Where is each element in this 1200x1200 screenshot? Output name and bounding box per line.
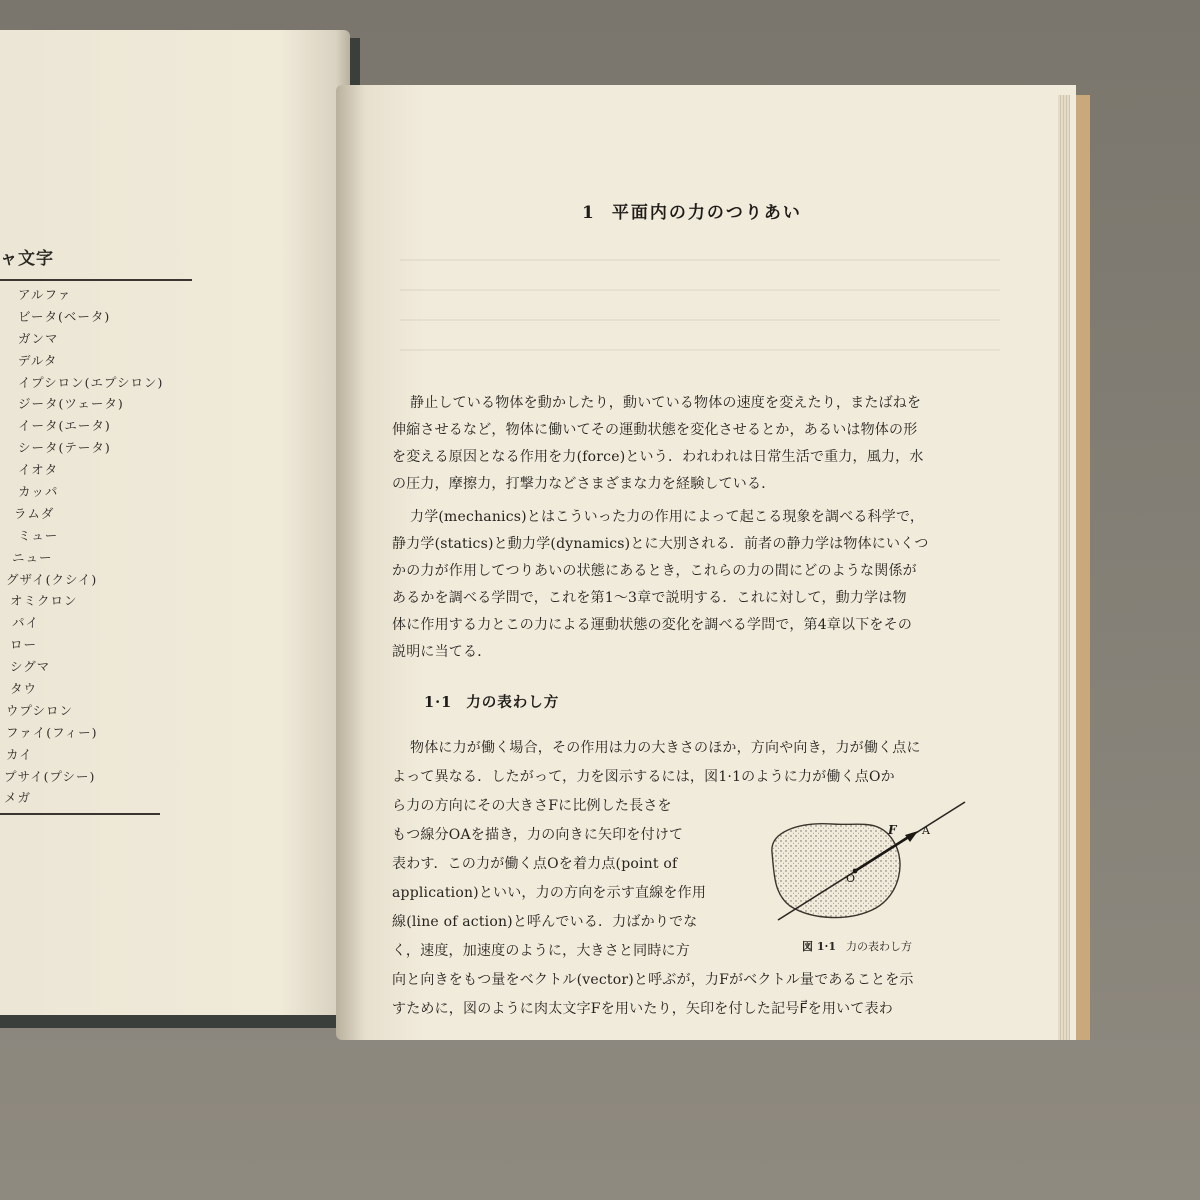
section-title: 力の表わし方 bbox=[466, 694, 560, 711]
intro-line: 力学(mechanics)とはこういった力の作用によって起こる現象を調べる科学で， bbox=[410, 509, 925, 525]
intro-line: 静力学(statics)と動力学(dynamics)とに大別される．前者の静力学は物体にいくつ bbox=[392, 536, 929, 552]
list-item: オミクロン bbox=[10, 593, 78, 609]
list-item: イオタ bbox=[18, 462, 59, 478]
list-item: タウ bbox=[10, 681, 38, 697]
greek-table-heading: ャ文字 bbox=[0, 249, 54, 269]
list-item: ビータ(ベータ) bbox=[18, 308, 111, 324]
arrowhead-icon bbox=[905, 831, 918, 842]
greek-letter-list bbox=[0, 284, 163, 809]
list-item: グザイ(クシイ) bbox=[6, 571, 98, 587]
intro-line: を変える原因となる作用を力(force)という．われわれは日常生活で重力，風力，水 bbox=[392, 449, 924, 465]
rigid-body-shape bbox=[772, 824, 900, 918]
section-heading bbox=[424, 691, 559, 712]
list-item: イータ(エータ) bbox=[18, 418, 111, 434]
body-line: よって異なる．したがって，力を図示するには，図1·1のように力が働く点Oか bbox=[392, 769, 895, 785]
chapter-heading bbox=[582, 198, 802, 223]
intro-line: 体に作用する力とこの力による運動状態の変化を調べる学問で，第4章以下をその bbox=[392, 617, 913, 633]
list-item: イプシロン(エプシロン) bbox=[18, 374, 164, 390]
body-line: 物体に力が働く場合，その作用は力の大きさのほか，方向や向き，力が働く点に bbox=[410, 740, 921, 756]
list-item: ウプシロン bbox=[6, 702, 74, 718]
body-line: もつ線分OAを描き，力の向きに矢印を付けて bbox=[392, 827, 684, 843]
intro-line: かの力が作用してつりあいの状態にあるとき，これらの力の間にどのような関係が bbox=[392, 563, 917, 579]
list-item: ガンマ bbox=[18, 330, 59, 346]
figure-caption bbox=[802, 938, 912, 954]
intro-line: 静止している物体を動かしたり，動いている物体の速度を変えたり，またばねを bbox=[410, 395, 922, 411]
page-stack-edge bbox=[1058, 95, 1070, 1040]
label-f: F bbox=[888, 823, 897, 837]
list-item: ジータ(ツェータ) bbox=[18, 396, 124, 412]
list-item: シグマ bbox=[10, 659, 51, 675]
list-item: アルファ bbox=[18, 287, 72, 302]
label-o: O bbox=[846, 872, 856, 885]
list-item: ファイ(フィー) bbox=[6, 724, 98, 740]
list-item: メガ bbox=[4, 790, 32, 806]
chapter-title: 平面内の力のつりあい bbox=[611, 203, 802, 223]
list-item: カッパ bbox=[18, 484, 59, 500]
body-line: 向と向きをもつ量をベクトル(vector)と呼ぶが，力Fがベクトル量であることを示 bbox=[392, 972, 914, 988]
table-bottom-rule bbox=[0, 813, 160, 815]
figure-title: 力の表わし方 bbox=[845, 940, 912, 953]
table-top-rule bbox=[0, 279, 192, 281]
label-a: A bbox=[922, 824, 930, 837]
force-diagram bbox=[760, 790, 970, 930]
body-line: ら力の方向にその大きさFに比例した長さを bbox=[392, 798, 672, 814]
list-item: ミュー bbox=[18, 527, 59, 543]
list-item: カイ bbox=[6, 746, 33, 762]
intro-line: 説明に当てる． bbox=[392, 644, 492, 660]
show-through-text bbox=[400, 245, 1000, 365]
list-item: ラムダ bbox=[14, 505, 55, 521]
intro-line: の圧力，摩擦力，打撃力などさまざまな力を経験している． bbox=[392, 476, 776, 492]
list-item: ニュー bbox=[12, 549, 53, 565]
list-item: シータ(テータ) bbox=[18, 440, 111, 456]
list-item: パイ bbox=[12, 615, 40, 631]
intro-line: 伸縮させるなど，物体に働いてその運動状態を変化させるとか，あるいは物体の形 bbox=[392, 422, 918, 438]
left-page bbox=[0, 30, 350, 1015]
body-line: 表わす．この力が働く点Oを着力点(point of bbox=[392, 856, 678, 872]
body-line: 線(line of action)と呼んでいる．力ばかりでな bbox=[392, 914, 698, 930]
intro-line: あるかを調べる学問で，これを第1〜3章で説明する．これに対して，動力学は物 bbox=[392, 590, 907, 606]
list-item: デルタ bbox=[18, 352, 58, 368]
body-line: く，速度，加速度のように，大きさと同時に方 bbox=[392, 943, 690, 959]
section-number: 1·1 bbox=[424, 694, 453, 711]
list-item: プサイ(プシー) bbox=[4, 768, 96, 784]
figure-number: 図 1·1 bbox=[802, 940, 836, 953]
list-item: ロー bbox=[10, 637, 38, 653]
chapter-number: 1 bbox=[582, 203, 596, 223]
body-line: すために，図のように肉太文字Fを用いたり，矢印を付した記号F⃗を用いて表わ bbox=[392, 1001, 893, 1017]
body-line: application)といい，力の方向を示す直線を作用 bbox=[392, 885, 707, 901]
